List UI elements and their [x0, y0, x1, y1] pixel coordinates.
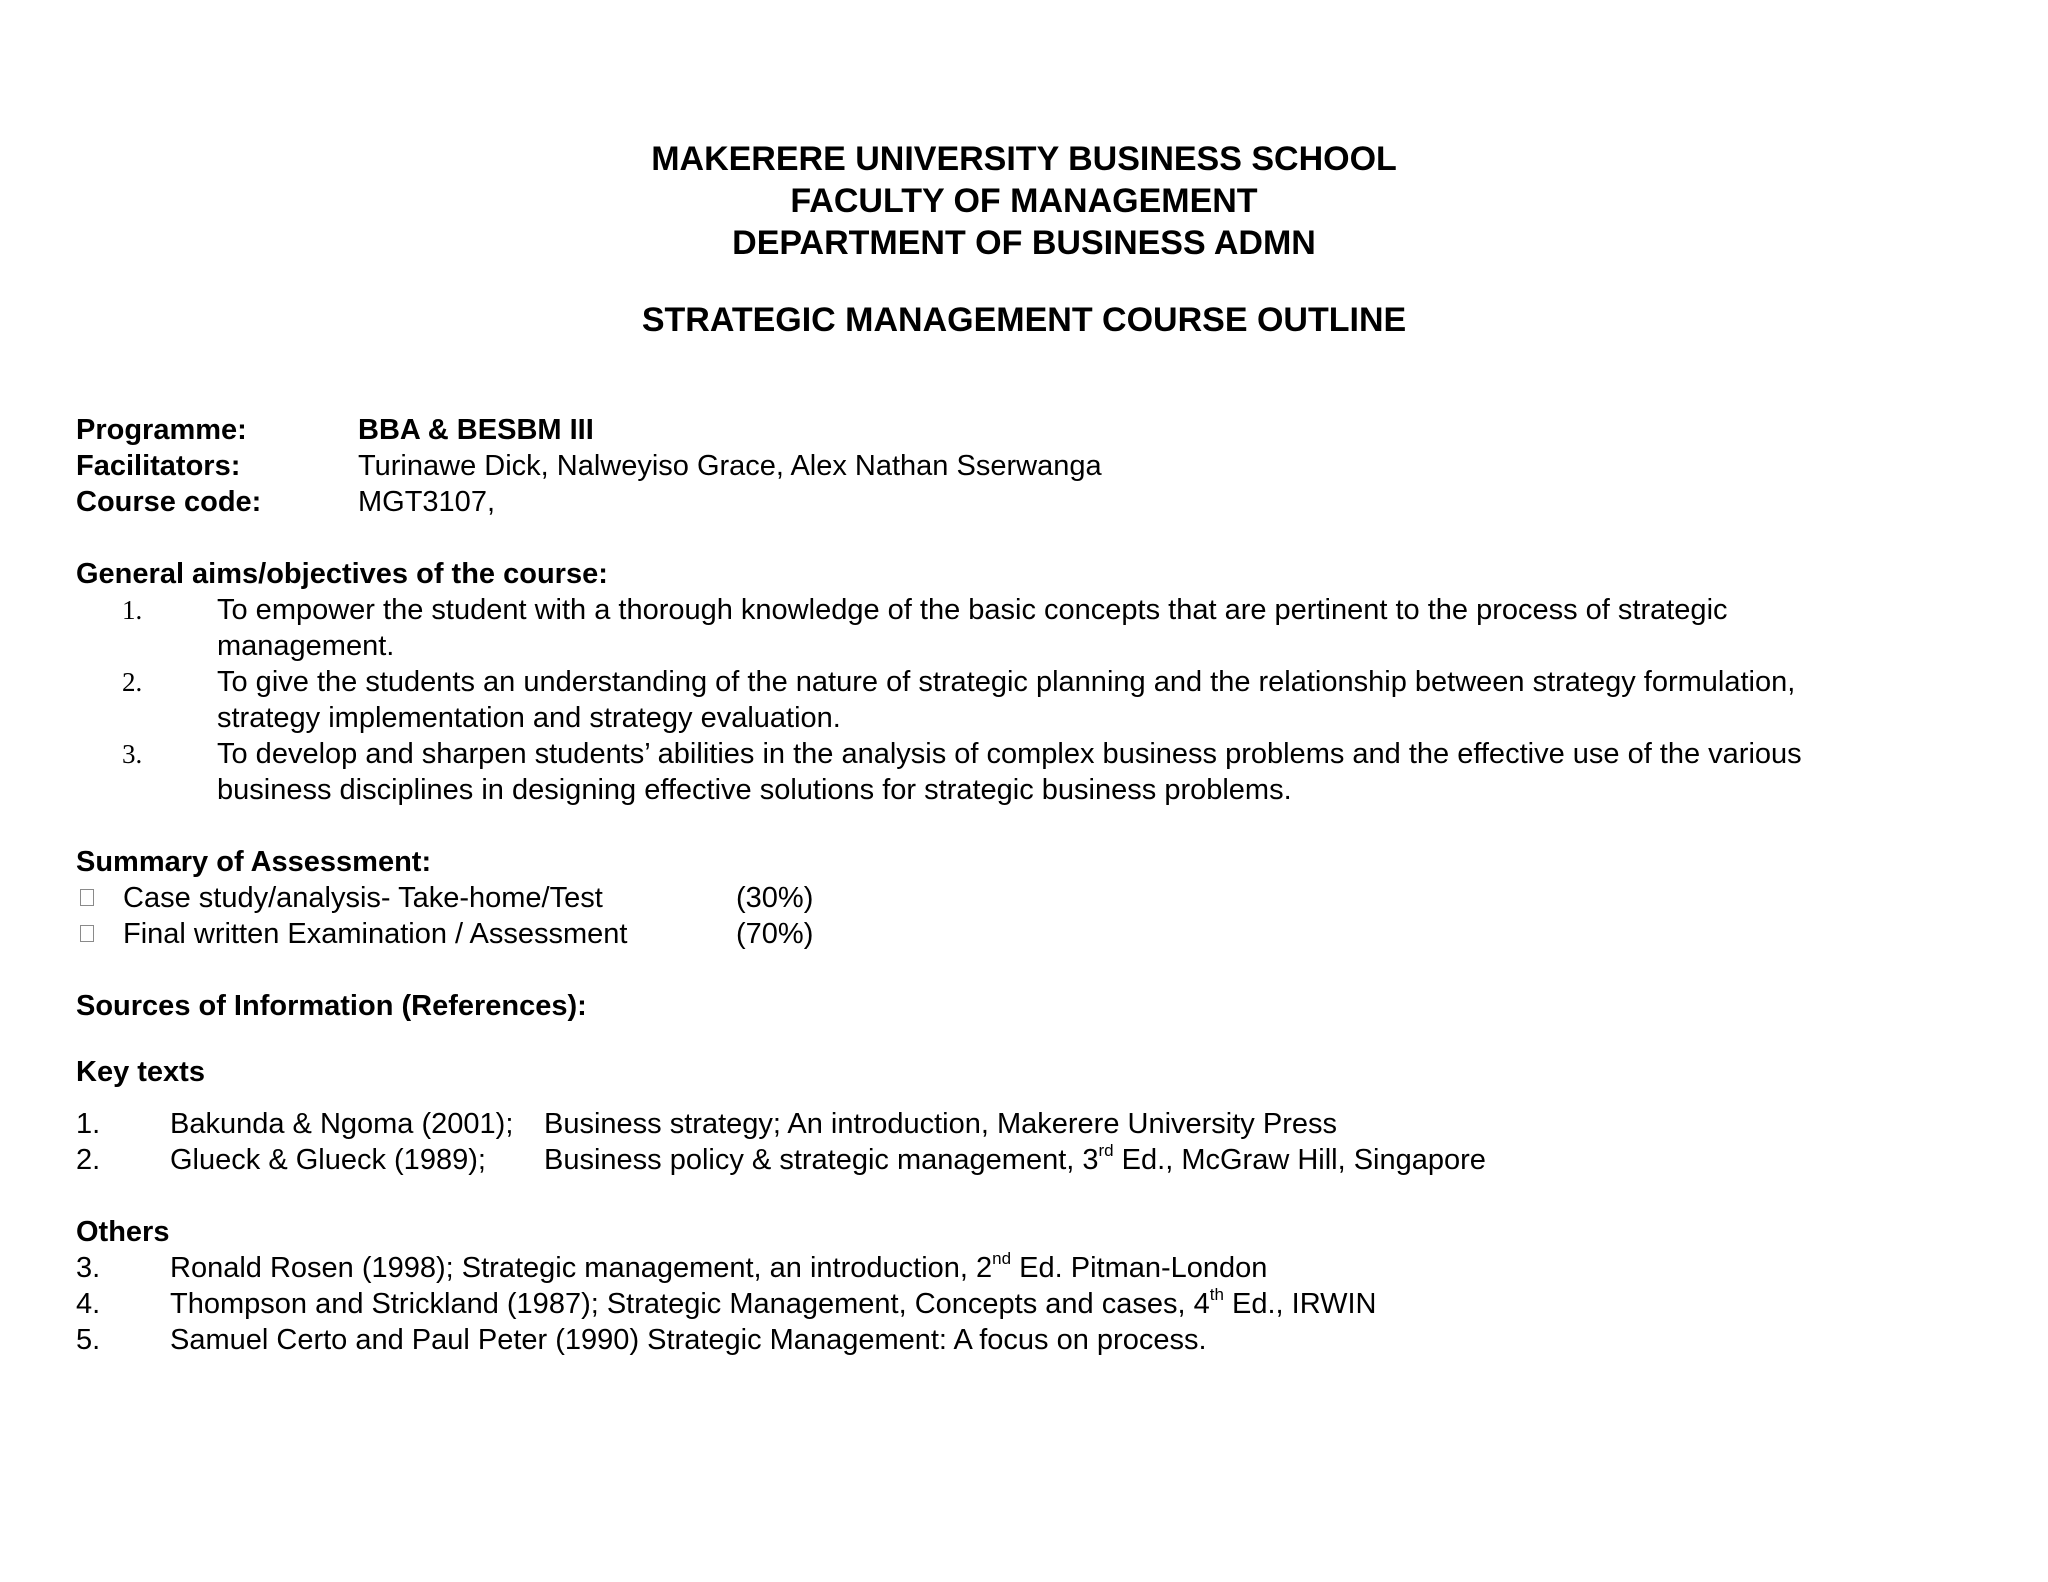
- bullet-box-icon: [80, 925, 94, 942]
- reference-author: Bakunda & Ngoma (2001);: [170, 1108, 514, 1140]
- reference-text: [170, 1322, 1207, 1358]
- key-texts-heading: Key texts: [76, 1056, 205, 1088]
- reference-text-after: Ed. Pitman-London: [1011, 1252, 1268, 1284]
- reference-item: [76, 1286, 1976, 1322]
- reference-text-before: Ronald Rosen (1998); Strategic management, an introduction, 2: [170, 1252, 993, 1284]
- reference-number: 5.: [76, 1324, 101, 1356]
- reference-author: Glueck & Glueck (1989);: [170, 1144, 486, 1176]
- ordinal-suffix: rd: [1098, 1141, 1114, 1160]
- objective-number: 3.: [122, 739, 143, 769]
- objective-text-line1: To develop and sharpen students’ abilities in the analysis of complex business problems and the effective use of the various: [217, 738, 1802, 770]
- programme-value: BBA & BESBM III: [358, 414, 594, 446]
- reference-title-after: Ed., McGraw Hill, Singapore: [1113, 1144, 1486, 1176]
- objective-text-line1: To empower the student with a thorough knowledge of the basic concepts that are pertinent to the process of strategic: [217, 594, 1728, 626]
- objective-number: 1.: [122, 595, 143, 625]
- reference-title: [544, 1142, 1486, 1178]
- ordinal-suffix: nd: [992, 1249, 1012, 1268]
- objectives-heading: General aims/objectives of the course:: [76, 558, 608, 590]
- reference-text: [170, 1286, 1377, 1322]
- ordinal-suffix: th: [1209, 1285, 1224, 1304]
- objective-number: 2.: [122, 667, 143, 697]
- reference-number: 4.: [76, 1288, 101, 1320]
- document-header: [0, 138, 2048, 264]
- reference-number: 2.: [76, 1144, 101, 1176]
- objective-text-line2: management.: [217, 630, 395, 662]
- objective-text-line1: To give the students an understanding of the nature of strategic planning and the relationship between strategy formulation,: [217, 666, 1796, 698]
- assessment-percent: (70%): [736, 918, 814, 950]
- department-name: DEPARTMENT OF BUSINESS ADMN: [732, 224, 1316, 262]
- objective-text-line2: business disciplines in designing effective solutions for strategic business problems.: [217, 774, 1292, 806]
- assessment-heading: Summary of Assessment:: [76, 846, 432, 878]
- sources-heading: Sources of Information (References):: [76, 990, 587, 1022]
- facilitators-value: Turinawe Dick, Nalweyiso Grace, Alex Nathan Sserwanga: [358, 450, 1102, 482]
- assessment-percent: (30%): [736, 882, 814, 914]
- reference-item: [76, 1250, 1976, 1286]
- objective-text-line2: strategy implementation and strategy evaluation.: [217, 702, 841, 734]
- reference-item: [76, 1106, 1976, 1142]
- programme-label: Programme:: [76, 414, 247, 446]
- reference-title-before: Business policy & strategic management, 3: [544, 1144, 1099, 1176]
- university-name: MAKERERE UNIVERSITY BUSINESS SCHOOL: [651, 140, 1397, 178]
- reference-item: [76, 1142, 1976, 1178]
- bullet-box-icon: [80, 889, 94, 906]
- course-code-label: Course code:: [76, 486, 262, 518]
- others-heading: Others: [76, 1216, 170, 1248]
- facilitators-label: Facilitators:: [76, 450, 241, 482]
- reference-text-after: Ed., IRWIN: [1223, 1288, 1377, 1320]
- reference-item: [76, 1322, 1976, 1358]
- reference-text: [170, 1250, 1267, 1286]
- course-code-value: MGT3107,: [358, 486, 495, 518]
- assessment-label: Case study/analysis- Take-home/Test: [123, 882, 603, 914]
- reference-text-before: Samuel Certo and Paul Peter (1990) Strategic Management: A focus on process.: [170, 1324, 1207, 1356]
- reference-title: Business strategy; An introduction, Makerere University Press: [544, 1108, 1337, 1140]
- faculty-name: FACULTY OF MANAGEMENT: [790, 182, 1258, 220]
- reference-text-before: Thompson and Strickland (1987); Strategic Management, Concepts and cases, 4: [170, 1288, 1210, 1320]
- reference-number: 3.: [76, 1252, 101, 1284]
- assessment-label: Final written Examination / Assessment: [123, 918, 628, 950]
- course-title: STRATEGIC MANAGEMENT COURSE OUTLINE: [641, 301, 1407, 339]
- reference-number: 1.: [76, 1108, 101, 1140]
